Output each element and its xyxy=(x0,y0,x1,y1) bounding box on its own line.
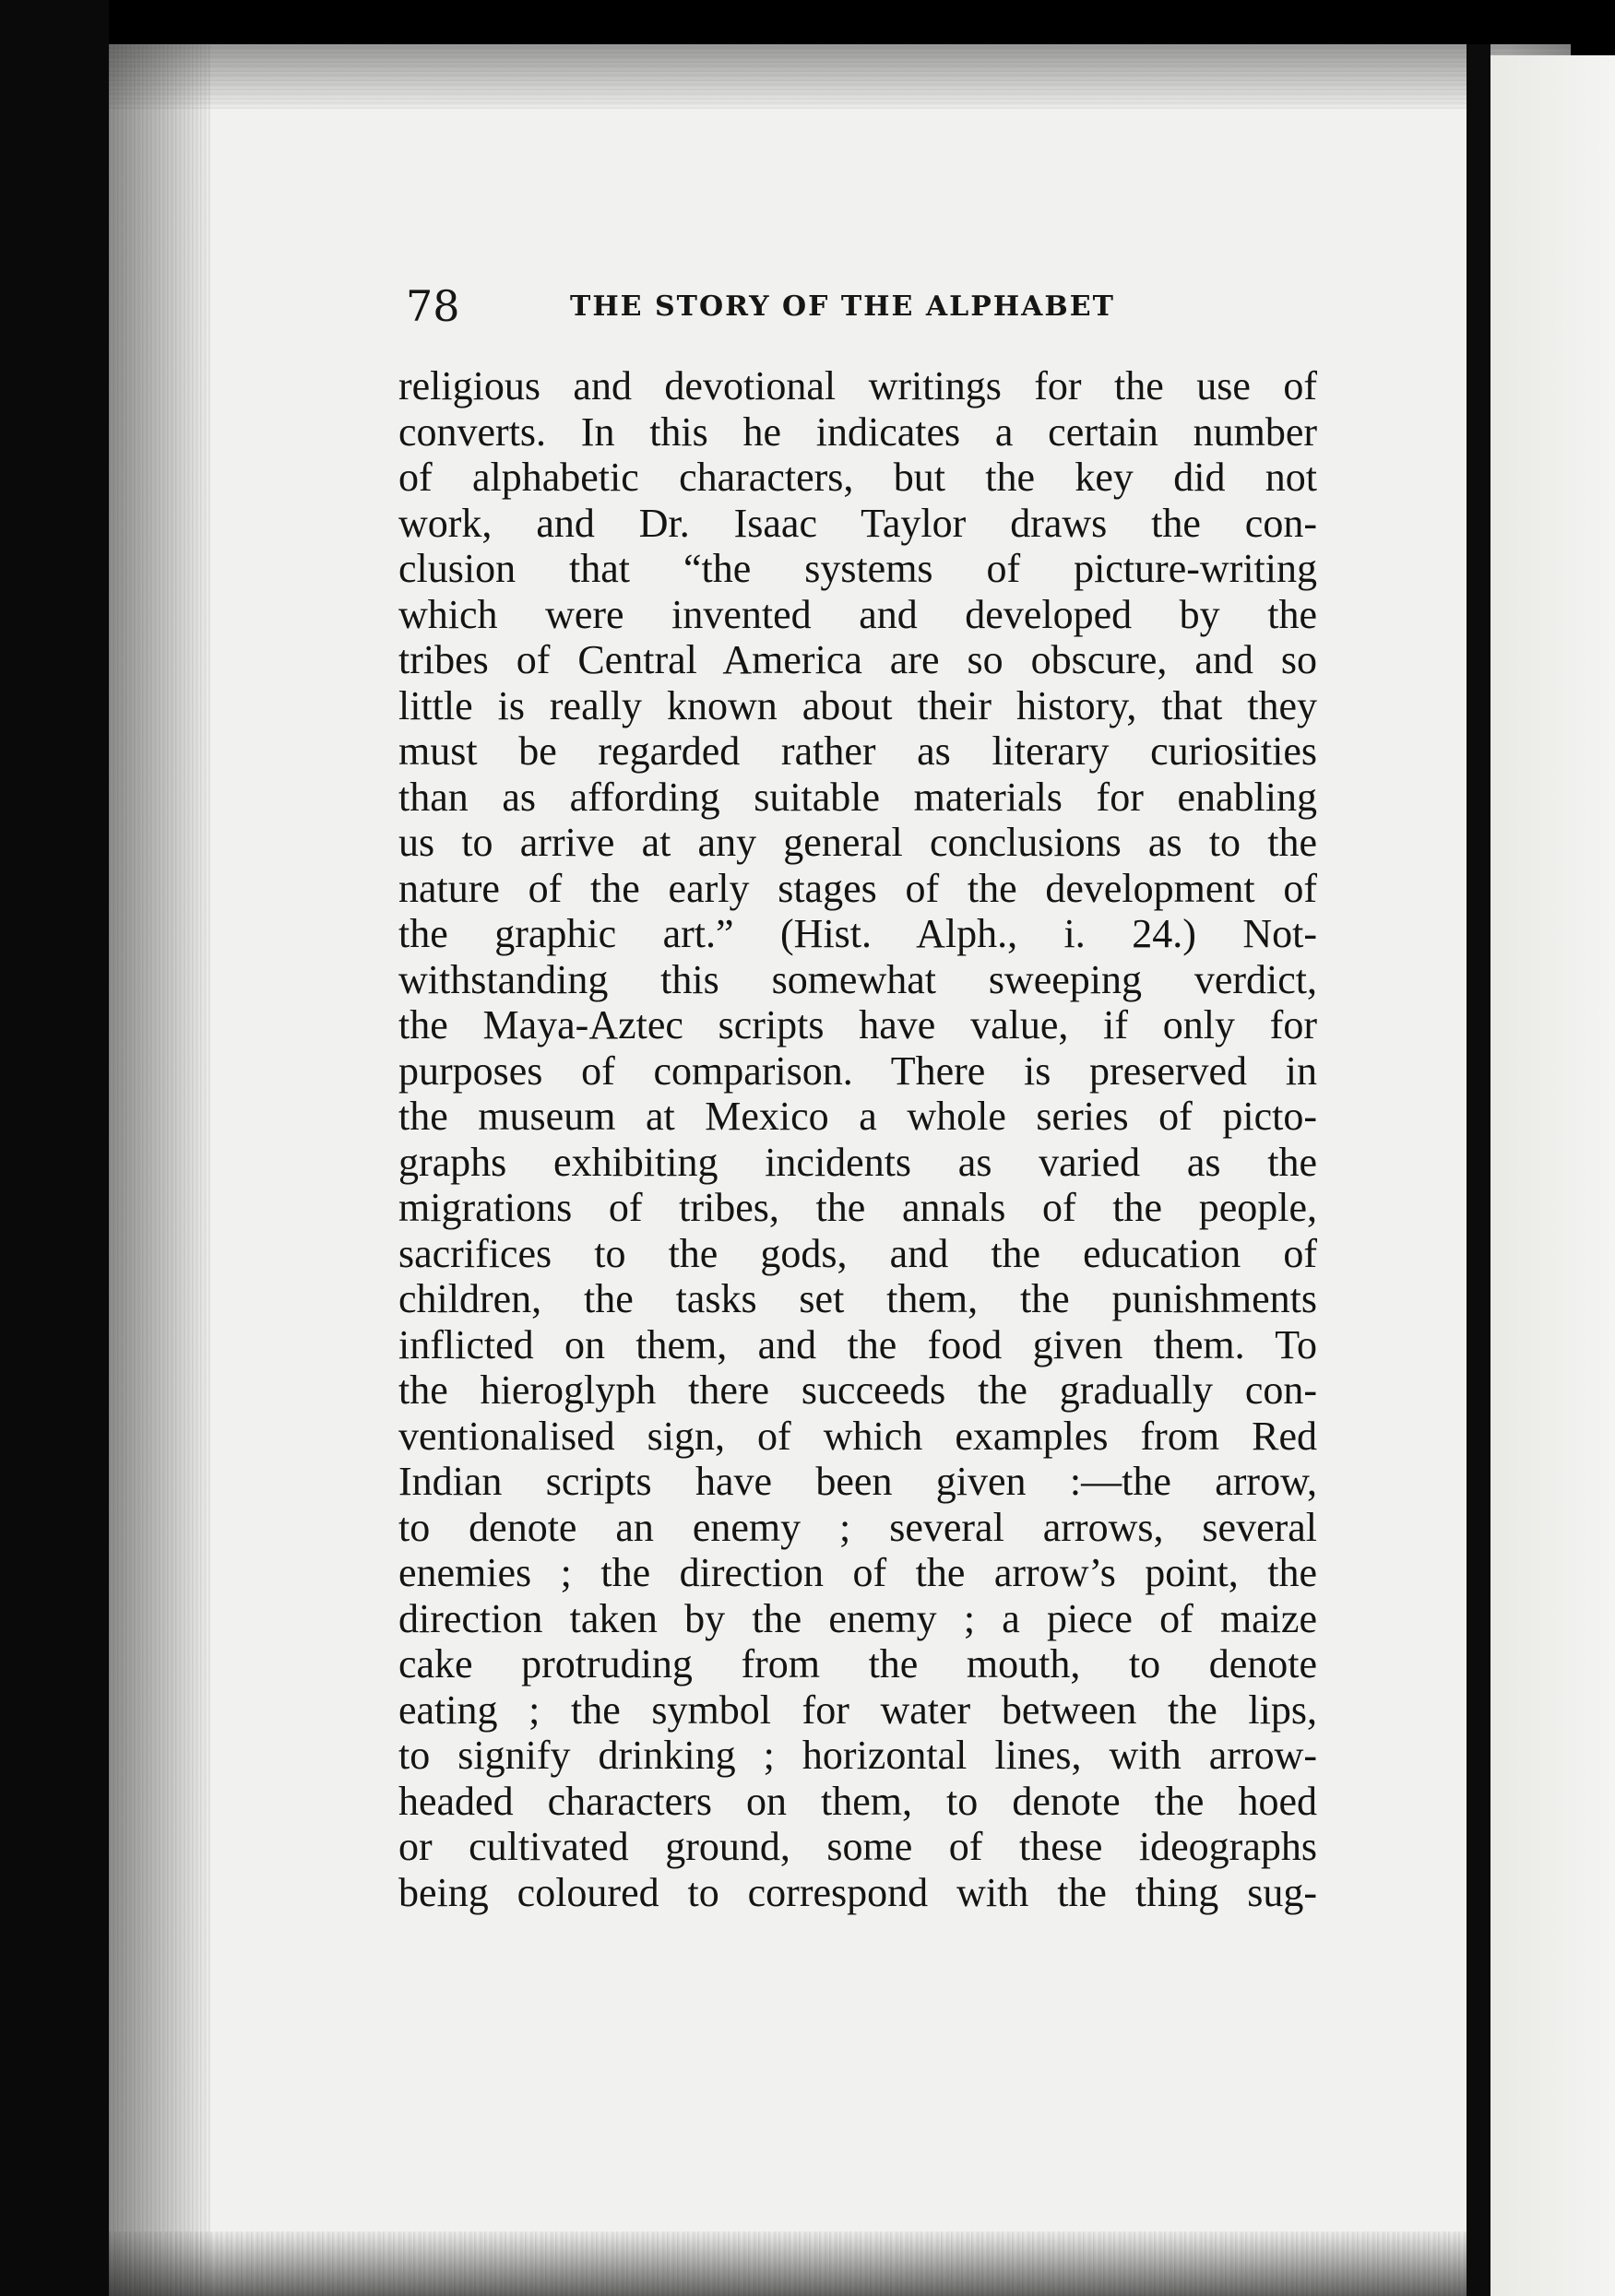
text-line: little is really known about their history, that they xyxy=(398,682,1317,728)
text-line: inflicted on them, and the food given them. To xyxy=(398,1321,1317,1367)
text-line: ventionalised sign, of which examples from Red xyxy=(398,1413,1317,1459)
text-line: eating ; the symbol for water between the lips, xyxy=(398,1686,1317,1733)
text-line: to denote an enemy ; several arrows, several xyxy=(398,1504,1317,1550)
page-edge-shadow-top xyxy=(109,44,1571,109)
text-line: the hieroglyph there succeeds the gradually con- xyxy=(398,1367,1317,1413)
facing-page-edge xyxy=(1490,55,1615,2296)
text-line: must be regarded rather as literary curiosities xyxy=(398,728,1317,774)
running-title: THE STORY OF THE ALPHABET xyxy=(570,290,1115,323)
text-line: cake protruding from the mouth, to denote xyxy=(398,1641,1317,1686)
text-line: work, and Dr. Isaac Taylor draws the con- xyxy=(398,500,1317,546)
text-line: direction taken by the enemy ; a piece of maize xyxy=(398,1595,1317,1641)
text-line: the graphic art.” (Hist. Alph., i. 24.) Not- xyxy=(398,911,1317,956)
binding-shadow xyxy=(1467,44,1490,2296)
page-edge-shadow-bottom xyxy=(109,2231,1571,2296)
text-line: sacrifices to the gods, and the education of xyxy=(398,1230,1317,1276)
text-line: being coloured to correspond with the thing sug- xyxy=(398,1869,1317,1915)
text-line: the Maya-Aztec scripts have value, if only for xyxy=(398,1002,1317,1047)
page-number: 78 xyxy=(406,281,460,331)
text-line: religious and devotional writings for the use of xyxy=(398,363,1317,408)
text-line: to signify drinking ; horizontal lines, with arrow- xyxy=(398,1733,1317,1778)
body-text xyxy=(398,363,1317,1915)
text-line: migrations of tribes, the annals of the people, xyxy=(398,1185,1317,1230)
scan-border-left xyxy=(0,0,109,2296)
text-line: clusion that “the systems of picture-writing xyxy=(398,546,1317,591)
text-line: purposes of comparison. There is preserved in xyxy=(398,1047,1317,1094)
text-line: headed characters on them, to denote the hoed xyxy=(398,1778,1317,1824)
text-line: children, the tasks set them, the punishments xyxy=(398,1276,1317,1321)
text-line: withstanding this somewhat sweeping verdict, xyxy=(398,956,1317,1002)
text-line: Indian scripts have been given :—the arrow, xyxy=(398,1459,1317,1504)
text-line: or cultivated ground, some of these ideographs xyxy=(398,1824,1317,1869)
page-edge-shadow-left xyxy=(109,44,210,2296)
text-line: converts. In this he indicates a certain number xyxy=(398,408,1317,455)
text-line: enemies ; the direction of the arrow’s point, the xyxy=(398,1550,1317,1595)
text-line: the museum at Mexico a whole series of picto- xyxy=(398,1094,1317,1139)
text-line: which were invented and developed by the xyxy=(398,591,1317,637)
page-header xyxy=(406,278,1291,334)
text-line: nature of the early stages of the development of xyxy=(398,865,1317,911)
text-line: graphs exhibiting incidents as varied as the xyxy=(398,1139,1317,1185)
text-line: us to arrive at any general conclusions as to the xyxy=(398,820,1317,865)
text-line: tribes of Central America are so obscure, and so xyxy=(398,637,1317,682)
text-line: than as affording suitable materials for enabling xyxy=(398,774,1317,820)
text-line: of alphabetic characters, but the key did not xyxy=(398,455,1317,500)
